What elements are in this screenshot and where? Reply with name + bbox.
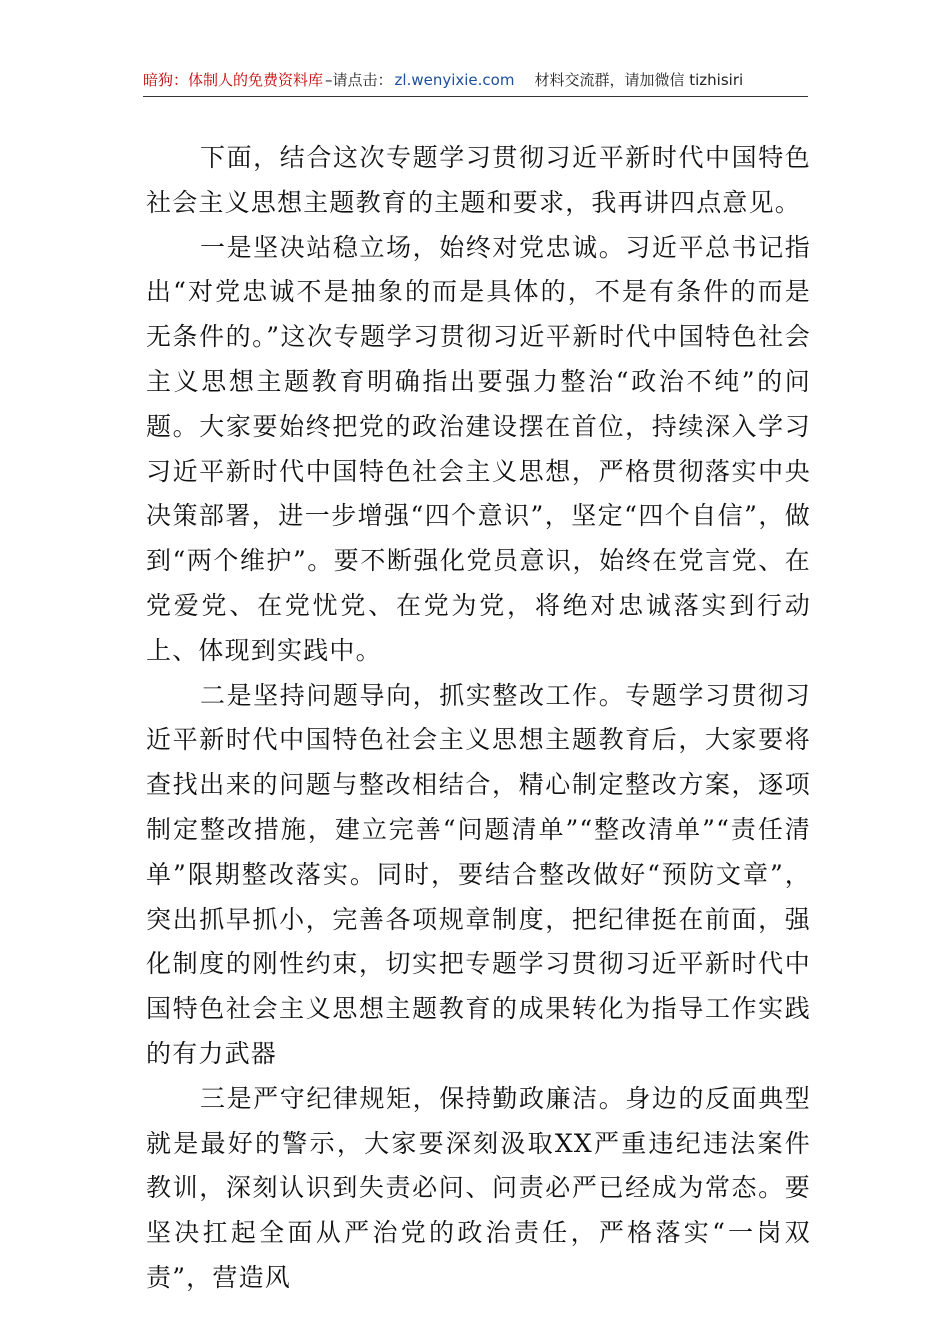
paragraph-point-two: 二是坚持问题导向，抓实整改工作。专题学习贯彻习近平新时代中国特色社会主义思想主题教育后，大家要将查找出来的问题与整改相结合，精心制定整改方案，逐项制定整改措施，建立完善“问题清单”“整改清单”“责任清单”限期整改落实。同时，要结合整改做好“预防文章”，突出抓早抓小，完善各项规章制度，把纪律挺在前面，强化制度的刚性约束，切实把专题学习贯彻习近平新时代中国特色社会主义思想主题教育的成果转化为指导工作实践的有力武器 [146,680,811,1068]
header-wechat-note: 材料交流群，请加微信 tizhisiri [534,71,744,89]
header-brand: 暗狗：体制人的免费资料库 [143,71,324,89]
paragraph-intro: 下面，结合这次专题学习贯彻习近平新时代中国特色社会主义思想主题教育的主题和要求，我再讲四点意见。 [146,143,811,217]
page-header [143,66,808,97]
header-prompt: –请点击： [325,71,393,89]
paragraph-point-one: 一是坚决站稳立场，始终对党忠诚。习近平总书记指出“对党忠诚不是抽象的而是具体的，不是有条件的而是无条件的。”这次专题学习贯彻习近平新时代中国特色社会主义思想主题教育明确指出要强力整治“政治不纯”的问题。大家要始终把党的政治建设摆在首位，持续深入学习习近平新时代中国特色社会主义思想，严格贯彻落实中央决策部署，进一步增强“四个意识”，坚定“四个自信”，做到“两个维护”。要不断强化党员意识，始终在党言党、在党爱党、在党忧党、在党为党，将绝对忠诚落实到行动上、体现到实践中。 [146,232,811,665]
document-body [146,136,811,1301]
paragraph-point-three: 三是严守纪律规矩，保持勤政廉洁。身边的反面典型就是最好的警示，大家要深刻汲取XX严重违纪违法案件教训，深刻认识到失责必问、问责必严已经成为常态。要坚决扛起全面从严治党的政治责任，严格落实“一岗双责”，营造风 [146,1083,811,1292]
header-url-link[interactable]: zl.wenyixie.com [394,71,515,89]
